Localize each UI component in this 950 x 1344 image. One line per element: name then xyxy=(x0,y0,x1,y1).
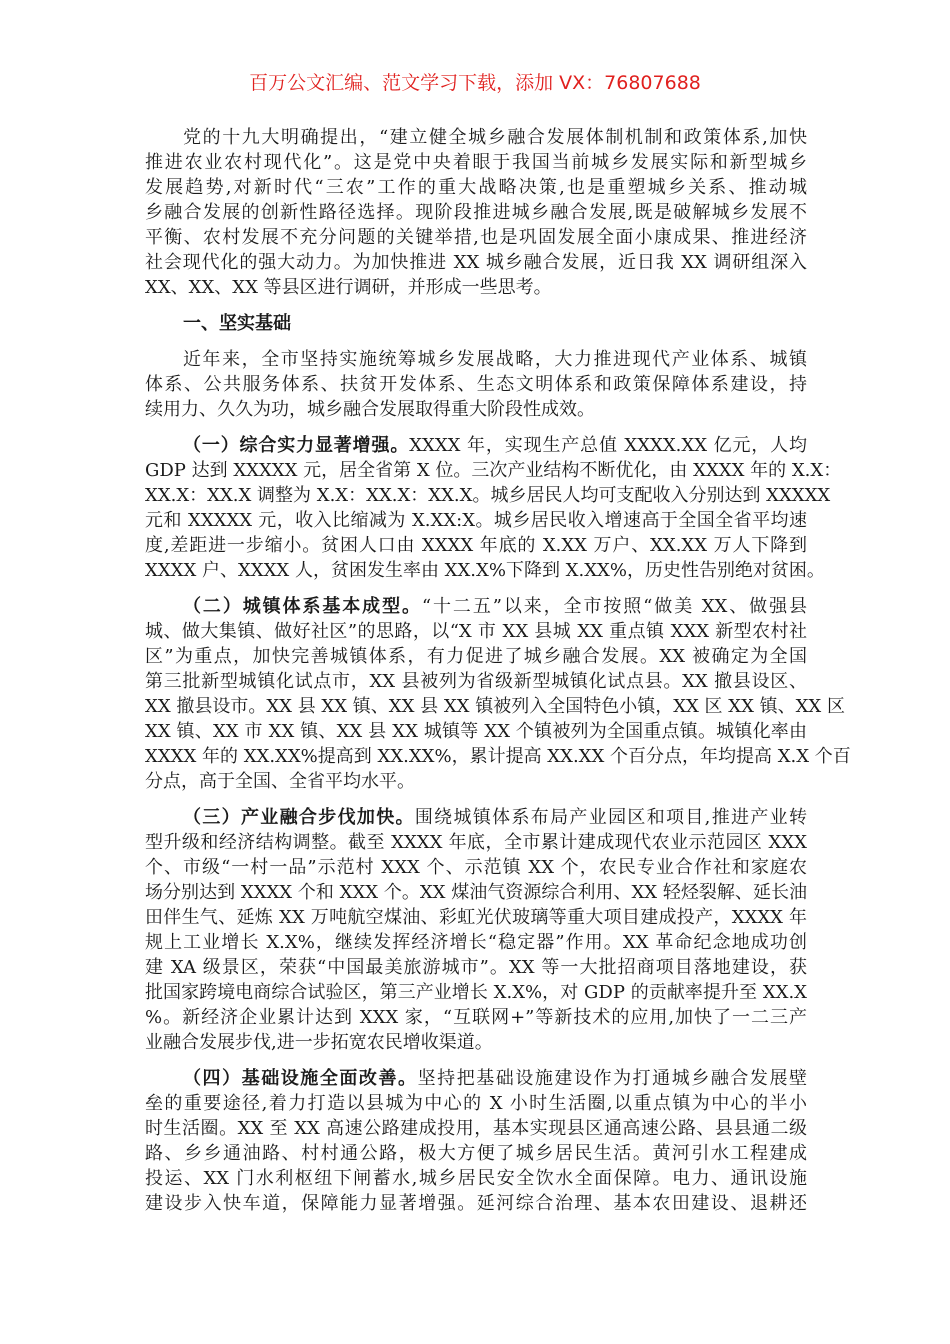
paragraph-lead: （一）综合实力显著增强。 xyxy=(183,435,410,456)
text-line: XX.X：XX.X 调整为 X.X：XX.X：XX.X。城乡居民人均可支配收入分别达到 XXXXX xyxy=(145,485,831,506)
text-line: 个、市级“一村一品”示范村 XXX 个、示范镇 XX 个，农民专业合作社和家庭农 xyxy=(145,857,807,878)
text-line: 时生活圈。XX 至 XX 高速公路建成投用，基本实现县区通高速公路、县县通二级 xyxy=(145,1118,807,1139)
text-line: 投运、XX 门水利枢纽下闸蓄水,城乡居民安全饮水全面保障。电力、通讯设施 xyxy=(145,1168,807,1189)
text-line: 体系、公共服务体系、扶贫开发体系、生态文明体系和政策保障体系建设，持 xyxy=(145,374,807,395)
document-body xyxy=(145,125,851,1227)
text-line: XXXX 户、XXXX 人，贫困发生率由 XX.X%下降到 X.XX%，历史性告别绝对贫困。 xyxy=(145,560,825,581)
text-line: 区”为重点，加快完善城镇体系，有力促进了城乡融合发展。XX 被确定为全国 xyxy=(145,646,807,667)
text-line: 发展趋势,对新时代“三农”工作的重大战略决策,也是重塑城乡关系、推动城 xyxy=(145,177,807,198)
text-line: 城、做大集镇、做好社区”的思路，以“X 市 XX 县城 XX 重点镇 XXX 新型农村社 xyxy=(145,621,807,642)
text-line: 社会现代化的强大动力。为加快推进 XX 城乡融合发展，近日我 XX 调研组深入 xyxy=(145,252,807,273)
intro-paragraph xyxy=(145,125,807,300)
paragraph-text: “十二五”以来，全市按照“做美 XX、做强县 xyxy=(421,596,807,617)
text-line: 元和 XXXXX 元，收入比缩减为 X.XX:X。城乡居民收入增速高于全国全省平均速 xyxy=(145,510,807,531)
text-line: 批国家跨境电商综合试验区，第三产业增长 X.X%，对 GDP 的贡献率提升至 XX.X xyxy=(145,982,807,1003)
text-line: 党的十九大明确提出，“建立健全城乡融合发展体制机制和政策体系,加快 xyxy=(183,127,807,148)
text-line: XXXX 年的 XX.XX%提高到 XX.XX%，累计提高 XX.XX 个百分点，年均提高 X.X 个百 xyxy=(145,746,851,767)
text-line xyxy=(145,805,807,830)
text-line: XX 镇、XX 市 XX 镇、XX 县 XX 城镇等 XX 个镇被列为全国重点镇。城镇化率由 xyxy=(145,721,807,742)
paragraph-lead: （二）城镇体系基本成型。 xyxy=(183,596,422,617)
text-line: 乡融合发展的创新性路径选择。现阶段推进城乡融合发展,既是破解城乡发展不 xyxy=(145,202,807,223)
section-heading: 一、坚实基础 xyxy=(183,313,291,334)
paragraph-lead: （三）产业融合步伐加快。 xyxy=(183,807,415,828)
section-items xyxy=(145,433,851,1216)
text-line: 平衡、农村发展不充分问题的关键举措,也是巩固发展全面小康成果、推进经济 xyxy=(145,227,807,248)
subsection-paragraph xyxy=(145,594,851,794)
text-line: 田伴生气、延炼 XX 万吨航空煤油、彩虹光伏玻璃等重大项目建成投产，XXXX 年 xyxy=(145,907,807,928)
text-line: 型升级和经济结构调整。截至 XXXX 年底，全市累计建成现代农业示范园区 XXX xyxy=(145,832,807,853)
subsection-paragraph xyxy=(145,805,807,1055)
text-line: 规上工业增长 X.X%，继续发挥经济增长“稳定器”作用。XX 革命纪念地成功创 xyxy=(145,932,807,953)
text-line: GDP 达到 XXXXX 元，居全省第 X 位。三次产业结构不断优化，由 XXXX 年的 X.X： xyxy=(145,460,842,481)
paragraph-lead: （四）基础设施全面改善。 xyxy=(183,1068,418,1089)
paragraph-text: 围绕城镇体系布局产业园区和项目,推进产业转 xyxy=(414,807,807,828)
text-line: XX 撤县设市。XX 县 XX 镇、XX 县 XX 镇被列入全国特色小镇，XX 区 XX 镇、XX 区 xyxy=(145,696,845,717)
text-line: %。新经济企业累计达到 XXX 家，“互联网+”等新技术的应用,加快了一二三产 xyxy=(145,1007,807,1028)
text-line: 业融合发展步伐,进一步拓宽农民增收渠道。 xyxy=(145,1032,493,1053)
text-line: 度,差距进一步缩小。贫困人口由 XXXX 年底的 X.XX 万户、XX.XX 万人下降到 xyxy=(145,535,807,556)
text-line xyxy=(145,1066,807,1091)
text-line: 场分别达到 XXXX 个和 XXX 个。XX 煤油气资源综合利用、XX 轻烃裂解、延长油 xyxy=(145,882,807,903)
text-line: 建设步入快车道，保障能力显著增强。延河综合治理、基本农田建设、退耕还 xyxy=(145,1193,807,1214)
text-line: 推进农业农村现代化”。这是党中央着眼于我国当前城乡发展实际和新型城乡 xyxy=(145,152,807,173)
paragraph-text: XXXX 年，实现生产总值 XXXX.XX 亿元，人均 xyxy=(409,435,808,456)
paragraph-text: 坚持把基础设施建设作为打通城乡融合发展壁 xyxy=(417,1068,808,1089)
subsection-paragraph xyxy=(145,1066,807,1216)
text-line: 垒的重要途径,着力打造以县城为中心的 X 小时生活圈,以重点镇为中心的半小 xyxy=(145,1093,807,1114)
text-line: 路、乡乡通油路、村村通公路，极大方便了城乡居民生活。黄河引水工程建成 xyxy=(145,1143,807,1164)
text-line: 近年来，全市坚持实施统筹城乡发展战略，大力推进现代产业体系、城镇 xyxy=(183,349,807,370)
text-line: XX、XX、XX 等县区进行调研，并形成一些思考。 xyxy=(145,277,552,298)
text-line xyxy=(145,433,807,458)
text-line: 分点，高于全国、全省平均水平。 xyxy=(145,771,415,792)
subsection-paragraph xyxy=(145,433,842,583)
text-line: 建 XA 级景区，荣获“中国最美旅游城市”。XX 等一大批招商项目落地建设，获 xyxy=(145,957,807,978)
text-line: 第三批新型城镇化试点市，XX 县被列为省级新型城镇化试点县。XX 撤县设区、 xyxy=(145,671,807,692)
text-line xyxy=(145,594,807,619)
download-banner: 百万公文汇编、范文学习下载，添加 VX：76807688 xyxy=(249,72,701,94)
text-line: 续用力、久久为功，城乡融合发展取得重大阶段性成效。 xyxy=(145,399,595,420)
section-summary-paragraph xyxy=(145,347,807,422)
